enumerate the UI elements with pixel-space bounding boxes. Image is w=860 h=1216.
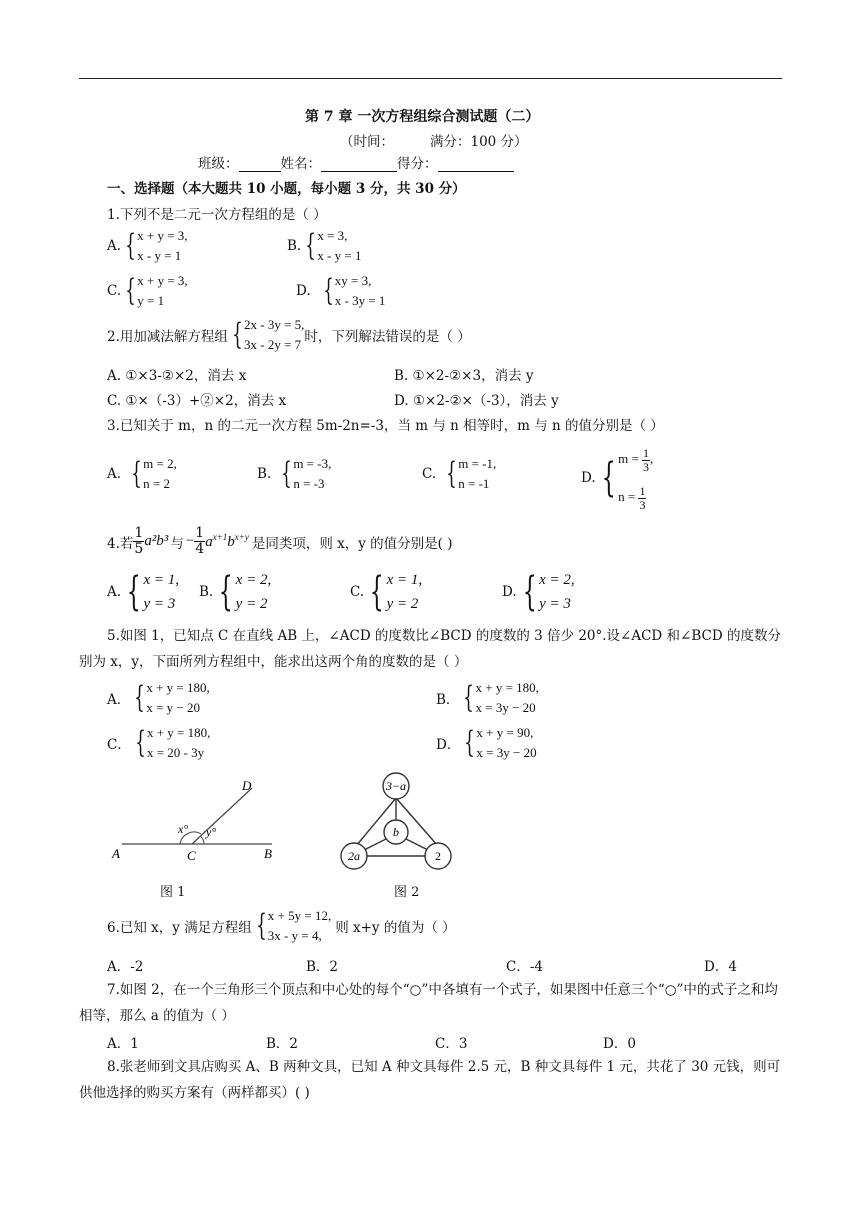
q5-stem: 5.如图 1，已知点 C 在直线 AB 上，∠ACD 的度数比∠BCD 的度数的 3 倍少 20°.设∠ACD 和∠BCD 的度数分别为 x，y，下面所列方程组中，能求出这两个角的度数的是（ ） bbox=[79, 628, 781, 670]
score-field-label: 得分： bbox=[397, 156, 438, 172]
q6-stem: 6.已知 x，y 满足方程组 { x + 5y = 12, 3x - y = 4, 则 x+y 的值为（ ） bbox=[107, 908, 456, 943]
q1-option-d[interactable]: D. { xy = 3, x - 3y = 1 bbox=[296, 273, 386, 308]
top-rule bbox=[79, 78, 782, 79]
q8-stem: 8.张老师到文具店购买 A、B 两种文具，已知 A 种文具每件 2.5 元，B 种文具每件 1 元，共花了 30 元钱，则可供他选择的购买方案有（两样都买）( ) bbox=[79, 1059, 781, 1101]
page-title: 第 7 章 一次方程组综合测试题（二） bbox=[305, 109, 540, 125]
q2-stem: 2.用加减法解方程组 { 2x - 3y = 5, 3x - 2y = 7 时，下列解法错误的是（ ） bbox=[107, 317, 471, 352]
label-c: C bbox=[187, 848, 196, 863]
class-label: 班级： bbox=[198, 156, 239, 172]
q3-option-d[interactable]: D. { m = $\frac{1}{3}$ , n = $\frac{1}{3}$ bbox=[581, 445, 654, 512]
q1-option-a[interactable]: A. { x + y = 3, x - y = 1 bbox=[107, 228, 188, 263]
q3-option-c[interactable]: C. { m = -1, n = -1 bbox=[422, 456, 497, 491]
angle-y-arc bbox=[200, 836, 204, 844]
q2-option-d[interactable]: D. ①×2-②×（-3），消去 y bbox=[394, 393, 559, 409]
circle-left-label: 2a bbox=[348, 849, 360, 863]
q3-option-b[interactable]: B. { m = -3, n = -3 bbox=[257, 456, 332, 491]
name-label: 姓名： bbox=[280, 156, 321, 172]
q6-option-a[interactable]: A．-2 bbox=[107, 959, 144, 975]
label-x: x° bbox=[178, 822, 189, 836]
q6-option-d[interactable]: D．4 bbox=[704, 959, 737, 975]
circle-center-label: b bbox=[393, 825, 399, 839]
q5-option-b[interactable]: B． { x + y = 180, x = 3y − 20 bbox=[436, 680, 539, 715]
q1-option-c[interactable]: C. { x + y = 3, y = 1 bbox=[107, 273, 188, 308]
q3-stem: 3.已知关于 m，n 的二元一次方程 5m-2n=-3，当 m 与 n 相等时，m 与 n 的值分别是（ ） bbox=[107, 418, 664, 434]
circle-top-label: 3−a bbox=[385, 779, 407, 793]
q5-option-d[interactable]: D． { x + y = 90, x = 3y − 20 bbox=[436, 725, 537, 760]
q2-option-b[interactable]: B. ①×2-②×3，消去 y bbox=[394, 368, 534, 384]
q1-option-b[interactable]: B. { x = 3, x - y = 1 bbox=[287, 228, 362, 263]
class-blank[interactable] bbox=[239, 171, 281, 172]
q5-option-a[interactable]: A． { x + y = 180, x = y − 20 bbox=[107, 680, 210, 715]
q2-option-c[interactable]: C. ①×（-3）+②×2，消去 x bbox=[107, 393, 287, 409]
score-blank[interactable] bbox=[438, 171, 514, 172]
q6-option-b[interactable]: B．2 bbox=[306, 959, 339, 975]
name-blank[interactable] bbox=[321, 171, 397, 172]
circle-right-label: 2 bbox=[435, 849, 441, 863]
q4-option-c[interactable]: C. { x = 1, y = 2 bbox=[350, 569, 423, 615]
time-label: （时间： bbox=[340, 134, 394, 150]
q6-option-c[interactable]: C．-4 bbox=[506, 959, 543, 975]
figure-2-caption: 图 2 bbox=[394, 885, 420, 900]
full-score-label: 满分：100 分） bbox=[430, 134, 528, 150]
q7-option-a[interactable]: A．1 bbox=[107, 1036, 139, 1052]
q2-option-a[interactable]: A. ①×3-②×2，消去 x bbox=[107, 368, 247, 384]
q7-option-c[interactable]: C．3 bbox=[435, 1036, 468, 1052]
q7-option-b[interactable]: B．2 bbox=[266, 1036, 299, 1052]
ray-cd bbox=[192, 788, 252, 844]
label-d: D bbox=[242, 778, 252, 793]
q4-option-d[interactable]: D. { x = 2, y = 3 bbox=[502, 569, 575, 615]
figure-1-diagram bbox=[100, 772, 300, 872]
q3-option-a[interactable]: A. { m = 2, n = 2 bbox=[107, 456, 177, 491]
q7-option-d[interactable]: D．0 bbox=[603, 1036, 636, 1052]
label-b: B bbox=[264, 846, 272, 861]
figure-1-caption: 图 1 bbox=[160, 885, 186, 900]
q4-option-b[interactable]: B. { x = 2, y = 2 bbox=[199, 569, 272, 615]
q4-option-a[interactable]: A. { x = 1, y = 3 bbox=[107, 569, 180, 615]
label-a: A bbox=[112, 846, 120, 861]
q1-stem: 1.下列不是二元一次方程组的是（ ） bbox=[107, 207, 327, 223]
label-y: y° bbox=[206, 825, 217, 839]
figure-2-diagram bbox=[336, 768, 460, 878]
q4-stem: 4.若 $\frac{1}{5}$ a²b³ 与 − $\frac{1}{4}$ $a^{x+1}b^{x+y}$ 是同类项，则 x，y 的值分别是( ) bbox=[107, 525, 453, 557]
info-line bbox=[198, 152, 514, 172]
q7-stem: 7.如图 2，在一个三角形三个顶点和中心处的每个“○”中各填有一个式子，如果图中任意三个“○”中的式子之和均相等，那么 a 的值为（ ） bbox=[79, 982, 778, 1024]
q5-option-c[interactable]: C． { x + y = 180, x = 20 - 3y bbox=[107, 725, 211, 760]
section-heading: 一、选择题（本大题共 10 小题，每小题 3 分，共 30 分） bbox=[107, 181, 466, 197]
